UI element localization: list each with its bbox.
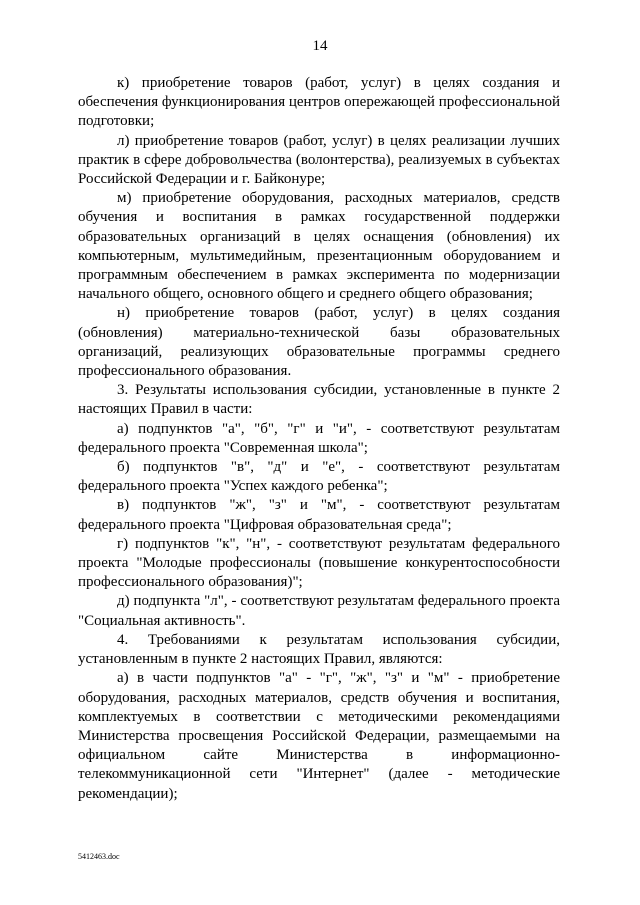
page-number: 14 bbox=[312, 38, 328, 54]
paragraph-l: л) приобретение товаров (работ, услуг) в целях реализации лучших практик в сфере добровольчества (волонтерства), реализуемых в субъектах Российской Федерации и г. Байконуре; bbox=[78, 132, 560, 188]
paragraph-3d: д) подпункта "л", - соответствуют результатам федерального проекта "Социальная активность". bbox=[78, 593, 560, 629]
paragraph-m: м) приобретение оборудования, расходных материалов, средств обучения и воспитания в рамках государственной поддержки образовательных организаций в целях оснащения (обновления) их компьютерным, мультимедийным, презентационным оборудованием и программным обеспечением в рамках эксперимента по модернизации начального общего, основного общего и среднего общего образования; bbox=[78, 190, 560, 303]
paragraph-section-3: 3. Результаты использования субсидии, установленные в пункте 2 настоящих Правил в части: bbox=[78, 382, 560, 418]
paragraph-3a: а) подпунктов "а", "б", "г" и "и", - соответствуют результатам федерального проекта "Современная школа"; bbox=[78, 420, 560, 456]
paragraph-3v: в) подпунктов "ж", "з" и "м", - соответствуют результатам федерального проекта "Цифровая образовательная среда"; bbox=[78, 497, 560, 533]
document-file-code: 5412463.doc bbox=[78, 852, 120, 861]
paragraph-n: н) приобретение товаров (работ, услуг) в целях создания (обновления) материально-технической базы образовательных организаций, реализующих образовательные программы среднего профессионального образования. bbox=[78, 305, 560, 380]
paragraph-section-4: 4. Требованиями к результатам использования субсидии, установленным в пункте 2 настоящих Правил, являются: bbox=[78, 631, 560, 668]
paragraph-k: к) приобретение товаров (работ, услуг) в целях создания и обеспечения функционирования центров опережающей профессиональной подготовки; bbox=[78, 75, 561, 130]
document-body bbox=[78, 74, 560, 804]
paragraph-3g: г) подпунктов "к", "н", - соответствуют результатам федерального проекта "Молодые профессионалы (повышение конкурентоспособности профессионального образования)"; bbox=[78, 535, 560, 591]
paragraph-4a: а) в части подпунктов "а" - "г", "ж", "з" и "м" - приобретение оборудования, расходных материалов, средств обучения и воспитания, комплектуемых в соответствии с методическими рекомендациями Министерства просвещения Российской Федерации, размещаемыми на официальном сайте Министерства в информационно-телекоммуникационной сети "Интернет" (далее - методические рекомендации); bbox=[78, 670, 560, 802]
paragraph-3b: б) подпунктов "в", "д" и "е", - соответствуют результатам федерального проекта "Успех каждого ребенка"; bbox=[78, 459, 560, 495]
